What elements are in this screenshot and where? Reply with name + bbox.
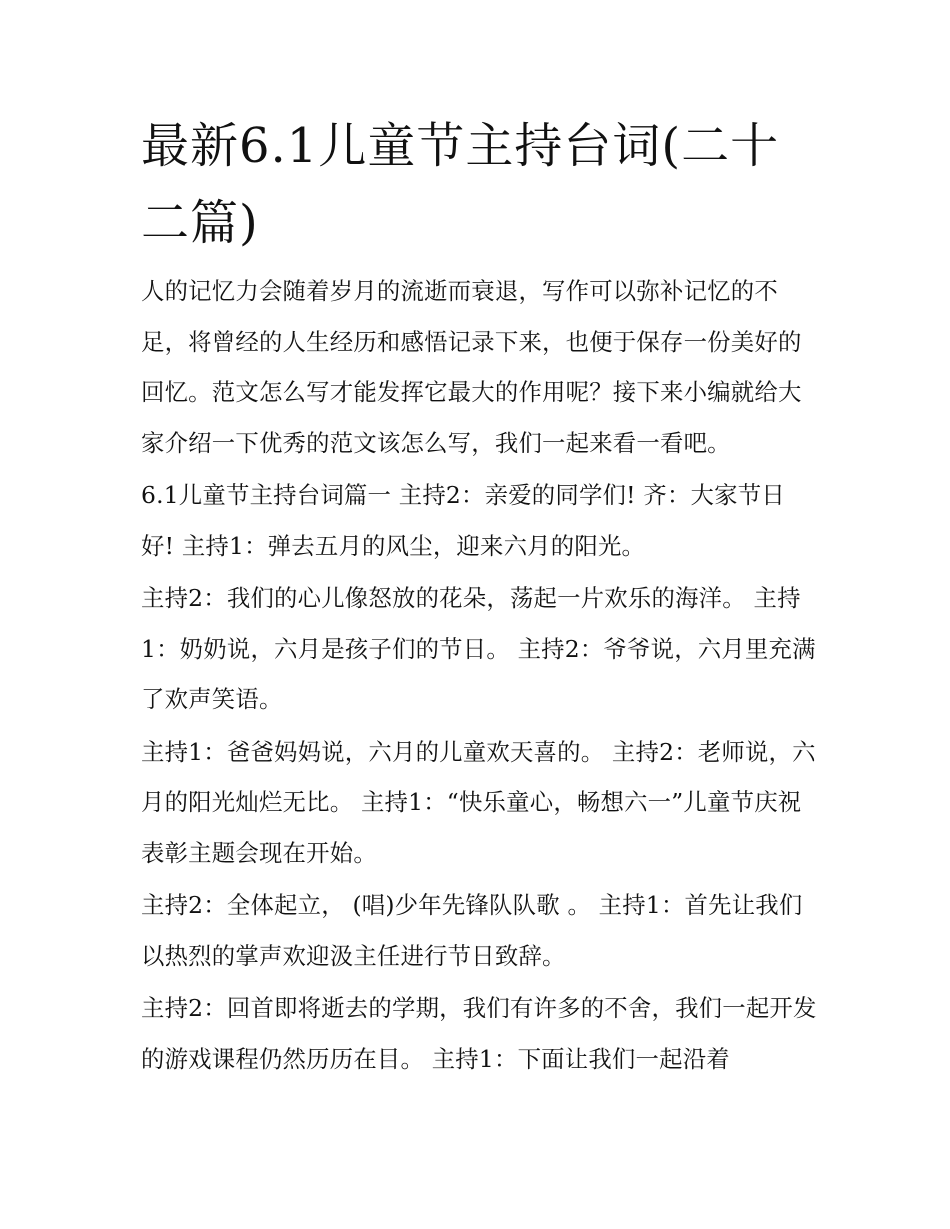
document-title: 最新6.1儿童节主持台词(二十二篇) xyxy=(141,118,780,251)
paragraph-script-4: 主持2：全体起立， (唱)少年先锋队队歌 。 主持1：首先让我们以热烈的掌声欢迎汲主任进行节日致辞。 xyxy=(141,891,803,970)
document-body xyxy=(141,108,817,1086)
paragraph-script-2: 主持2：我们的心儿像怒放的花朵，荡起一片欢乐的海洋。 主持1：奶奶说，六月是孩子们的节日。 主持2：爷爷说，六月里充满了欢声笑语。 xyxy=(141,584,816,713)
paragraph-script-5: 主持2：回首即将逝去的学期，我们有许多的不舍，我们一起开发的游戏课程仍然历历在目。 主持1：下面让我们一起沿着 xyxy=(141,994,817,1073)
paragraph-script-1: 6.1儿童节主持台词篇一 主持2：亲爱的同学们! 齐：大家节日好! 主持1：弹去五月的风尘，迎来六月的阳光。 xyxy=(141,481,785,560)
paragraph-script-3: 主持1：爸爸妈妈说，六月的儿童欢天喜的。 主持2：老师说，六月的阳光灿烂无比。 主持1：“快乐童心，畅想六一”儿童节庆祝表彰主题会现在开始。 xyxy=(141,737,816,867)
paragraph-intro: 人的记忆力会随着岁月的流逝而衰退，写作可以弥补记忆的不足，将曾经的人生经历和感悟记录下来，也便于保存一份美好的回忆。范文怎么写才能发挥它最大的作用呢？接下来小编就给大家介绍一下优秀的范文该怎么写，我们一起来看一看吧。 xyxy=(141,277,802,457)
